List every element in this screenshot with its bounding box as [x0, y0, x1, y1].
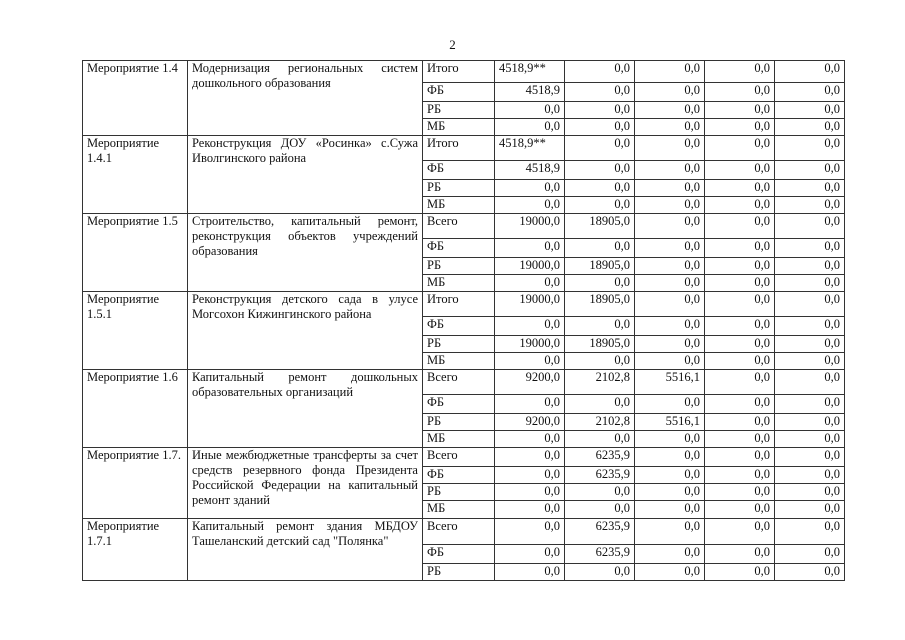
amount-cell: 0,0	[495, 545, 565, 564]
amount-cell: 5516,1	[635, 370, 705, 395]
amount-cell: 0,0	[565, 275, 635, 292]
amount-cell: 0,0	[635, 136, 705, 161]
amount-cell: 0,0	[565, 136, 635, 161]
amount-cell: 9200,0	[495, 414, 565, 431]
amount-cell: 9200,0	[495, 370, 565, 395]
funding-source-cell: МБ	[423, 501, 495, 519]
amount-cell: 5516,1	[635, 414, 705, 431]
amount-cell: 0,0	[705, 448, 775, 467]
amount-cell: 0,0	[775, 353, 845, 370]
amount-cell: 0,0	[635, 275, 705, 292]
amount-cell: 0,0	[495, 119, 565, 136]
amount-cell: 0,0	[705, 564, 775, 581]
amount-cell: 0,0	[775, 448, 845, 467]
amount-cell: 6235,9	[565, 519, 635, 545]
amount-cell: 0,0	[495, 448, 565, 467]
amount-cell: 0,0	[635, 336, 705, 353]
amount-cell: 0,0	[495, 431, 565, 448]
amount-cell: 0,0	[635, 519, 705, 545]
amount-cell: 6235,9	[565, 448, 635, 467]
funding-source-cell: Всего	[423, 370, 495, 395]
funding-source-cell: ФБ	[423, 317, 495, 336]
amount-cell: 0,0	[705, 395, 775, 414]
amount-cell: 0,0	[565, 61, 635, 83]
amount-cell: 0,0	[635, 431, 705, 448]
amount-cell: 0,0	[775, 395, 845, 414]
amount-cell: 0,0	[705, 317, 775, 336]
amount-cell: 0,0	[495, 102, 565, 119]
amount-cell: 0,0	[635, 395, 705, 414]
amount-cell: 0,0	[565, 317, 635, 336]
amount-cell: 0,0	[635, 161, 705, 180]
funding-source-cell: МБ	[423, 275, 495, 292]
amount-cell: 0,0	[705, 545, 775, 564]
amount-cell: 0,0	[705, 258, 775, 275]
amount-cell: 0,0	[775, 239, 845, 258]
amount-cell: 0,0	[495, 180, 565, 197]
amount-cell: 0,0	[775, 519, 845, 545]
funding-source-cell: РБ	[423, 414, 495, 431]
amount-cell: 0,0	[775, 317, 845, 336]
amount-cell: 0,0	[705, 336, 775, 353]
funding-source-cell: РБ	[423, 258, 495, 275]
amount-cell: 18905,0	[565, 292, 635, 317]
amount-cell: 19000,0	[495, 292, 565, 317]
table-row	[83, 448, 845, 467]
funding-source-cell: МБ	[423, 431, 495, 448]
table-row	[83, 61, 845, 83]
amount-cell: 0,0	[565, 197, 635, 214]
amount-cell: 0,0	[635, 448, 705, 467]
amount-cell: 0,0	[775, 180, 845, 197]
funding-source-cell: РБ	[423, 336, 495, 353]
funding-source-cell: РБ	[423, 180, 495, 197]
funding-source-cell: РБ	[423, 484, 495, 501]
amount-cell: 0,0	[775, 61, 845, 83]
funding-source-cell: МБ	[423, 197, 495, 214]
amount-cell: 0,0	[705, 83, 775, 102]
amount-cell: 0,0	[635, 239, 705, 258]
amount-cell: 4518,9	[495, 83, 565, 102]
amount-cell: 0,0	[635, 258, 705, 275]
amount-cell: 0,0	[495, 275, 565, 292]
amount-cell: 0,0	[635, 214, 705, 239]
amount-cell: 0,0	[495, 467, 565, 484]
amount-cell: 0,0	[705, 519, 775, 545]
amount-cell: 0,0	[775, 431, 845, 448]
amount-cell: 0,0	[775, 119, 845, 136]
amount-cell: 2102,8	[565, 370, 635, 395]
table-body	[83, 61, 845, 581]
event-description-cell: Модернизация региональных систем дошкольного образования	[188, 61, 423, 136]
amount-cell: 0,0	[635, 564, 705, 581]
amount-cell: 0,0	[565, 501, 635, 519]
table-row	[83, 292, 845, 317]
amount-cell: 0,0	[495, 353, 565, 370]
amount-cell: 0,0	[705, 180, 775, 197]
event-description-cell: Строительство, капитальный ремонт, реконструкция объектов учреждений образования	[188, 214, 423, 292]
amount-cell: 0,0	[775, 414, 845, 431]
amount-cell: 18905,0	[565, 214, 635, 239]
event-description-cell: Иные межбюджетные трансферты за счет средств резервного фонда Президента Российской Федерации на капитальный ремонт зданий	[188, 448, 423, 519]
amount-cell: 0,0	[495, 564, 565, 581]
amount-cell: 0,0	[495, 317, 565, 336]
amount-cell: 0,0	[635, 61, 705, 83]
amount-cell: 0,0	[775, 275, 845, 292]
event-code-cell: Мероприятие 1.7.	[83, 448, 188, 519]
amount-cell: 0,0	[705, 136, 775, 161]
amount-cell: 0,0	[705, 275, 775, 292]
amount-cell: 4518,9**	[495, 61, 565, 83]
amount-cell: 0,0	[775, 467, 845, 484]
amount-cell: 0,0	[705, 102, 775, 119]
event-code-cell: Мероприятие 1.7.1	[83, 519, 188, 581]
event-code-cell: Мероприятие 1.4	[83, 61, 188, 136]
event-code-cell: Мероприятие 1.5	[83, 214, 188, 292]
event-description-cell: Капитальный ремонт здания МБДОУ Ташеланский детский сад "Полянка"	[188, 519, 423, 581]
amount-cell: 0,0	[775, 564, 845, 581]
amount-cell: 0,0	[565, 564, 635, 581]
amount-cell: 0,0	[635, 545, 705, 564]
amount-cell: 0,0	[775, 336, 845, 353]
amount-cell: 0,0	[705, 353, 775, 370]
amount-cell: 0,0	[565, 180, 635, 197]
amount-cell: 0,0	[705, 414, 775, 431]
amount-cell: 2102,8	[565, 414, 635, 431]
funding-source-cell: Итого	[423, 292, 495, 317]
funding-source-cell: МБ	[423, 119, 495, 136]
funding-source-cell: ФБ	[423, 545, 495, 564]
amount-cell: 0,0	[775, 136, 845, 161]
amount-cell: 0,0	[635, 292, 705, 317]
amount-cell: 19000,0	[495, 336, 565, 353]
amount-cell: 4518,9	[495, 161, 565, 180]
amount-cell: 4518,9**	[495, 136, 565, 161]
amount-cell: 0,0	[635, 102, 705, 119]
amount-cell: 0,0	[495, 395, 565, 414]
amount-cell: 19000,0	[495, 214, 565, 239]
amount-cell: 0,0	[565, 353, 635, 370]
funding-source-cell: ФБ	[423, 161, 495, 180]
funding-source-cell: ФБ	[423, 83, 495, 102]
funding-source-cell: ФБ	[423, 395, 495, 414]
amount-cell: 6235,9	[565, 545, 635, 564]
amount-cell: 6235,9	[565, 467, 635, 484]
amount-cell: 0,0	[705, 239, 775, 258]
amount-cell: 0,0	[705, 467, 775, 484]
amount-cell: 0,0	[635, 467, 705, 484]
amount-cell: 0,0	[775, 161, 845, 180]
amount-cell: 0,0	[775, 501, 845, 519]
amount-cell: 0,0	[565, 102, 635, 119]
funding-source-cell: Всего	[423, 448, 495, 467]
funding-source-cell: РБ	[423, 102, 495, 119]
amount-cell: 0,0	[775, 102, 845, 119]
amount-cell: 0,0	[775, 292, 845, 317]
table-row	[83, 519, 845, 545]
amount-cell: 0,0	[775, 484, 845, 501]
amount-cell: 0,0	[565, 239, 635, 258]
event-description-cell: Капитальный ремонт дошкольных образовательных организаций	[188, 370, 423, 448]
amount-cell: 0,0	[635, 180, 705, 197]
amount-cell: 0,0	[635, 317, 705, 336]
event-description-cell: Реконструкция ДОУ «Росинка» с.Сужа Иволгинского района	[188, 136, 423, 214]
amount-cell: 0,0	[705, 214, 775, 239]
amount-cell: 0,0	[705, 292, 775, 317]
amount-cell: 0,0	[705, 484, 775, 501]
amount-cell: 0,0	[495, 519, 565, 545]
amount-cell: 0,0	[635, 484, 705, 501]
amount-cell: 18905,0	[565, 336, 635, 353]
amount-cell: 19000,0	[495, 258, 565, 275]
event-code-cell: Мероприятие 1.5.1	[83, 292, 188, 370]
amount-cell: 0,0	[565, 161, 635, 180]
amount-cell: 0,0	[705, 119, 775, 136]
amount-cell: 0,0	[635, 501, 705, 519]
amount-cell: 0,0	[635, 83, 705, 102]
amount-cell: 18905,0	[565, 258, 635, 275]
amount-cell: 0,0	[705, 161, 775, 180]
event-description-cell: Реконструкция детского сада в улусе Могсохон Кижингинского района	[188, 292, 423, 370]
amount-cell: 0,0	[705, 501, 775, 519]
event-code-cell: Мероприятие 1.6	[83, 370, 188, 448]
amount-cell: 0,0	[775, 83, 845, 102]
funding-source-cell: ФБ	[423, 467, 495, 484]
amount-cell: 0,0	[705, 370, 775, 395]
amount-cell: 0,0	[565, 119, 635, 136]
funding-source-cell: Итого	[423, 61, 495, 83]
amount-cell: 0,0	[495, 484, 565, 501]
event-code-cell: Мероприятие 1.4.1	[83, 136, 188, 214]
amount-cell: 0,0	[775, 545, 845, 564]
funding-source-cell: ФБ	[423, 239, 495, 258]
amount-cell: 0,0	[565, 395, 635, 414]
funding-source-cell: Всего	[423, 519, 495, 545]
amount-cell: 0,0	[495, 501, 565, 519]
amount-cell: 0,0	[775, 214, 845, 239]
amount-cell: 0,0	[635, 353, 705, 370]
amount-cell: 0,0	[775, 197, 845, 214]
amount-cell: 0,0	[495, 197, 565, 214]
table-row	[83, 370, 845, 395]
amount-cell: 0,0	[775, 258, 845, 275]
funding-source-cell: РБ	[423, 564, 495, 581]
amount-cell: 0,0	[635, 197, 705, 214]
amount-cell: 0,0	[775, 370, 845, 395]
amount-cell: 0,0	[565, 484, 635, 501]
amount-cell: 0,0	[635, 119, 705, 136]
budget-table	[82, 60, 845, 581]
funding-source-cell: МБ	[423, 353, 495, 370]
amount-cell: 0,0	[705, 431, 775, 448]
amount-cell: 0,0	[705, 197, 775, 214]
page-number: 2	[449, 37, 456, 52]
amount-cell: 0,0	[495, 239, 565, 258]
table-row	[83, 136, 845, 161]
funding-source-cell: Всего	[423, 214, 495, 239]
funding-source-cell: Итого	[423, 136, 495, 161]
table-row	[83, 214, 845, 239]
amount-cell: 0,0	[565, 83, 635, 102]
amount-cell: 0,0	[565, 431, 635, 448]
amount-cell: 0,0	[705, 61, 775, 83]
